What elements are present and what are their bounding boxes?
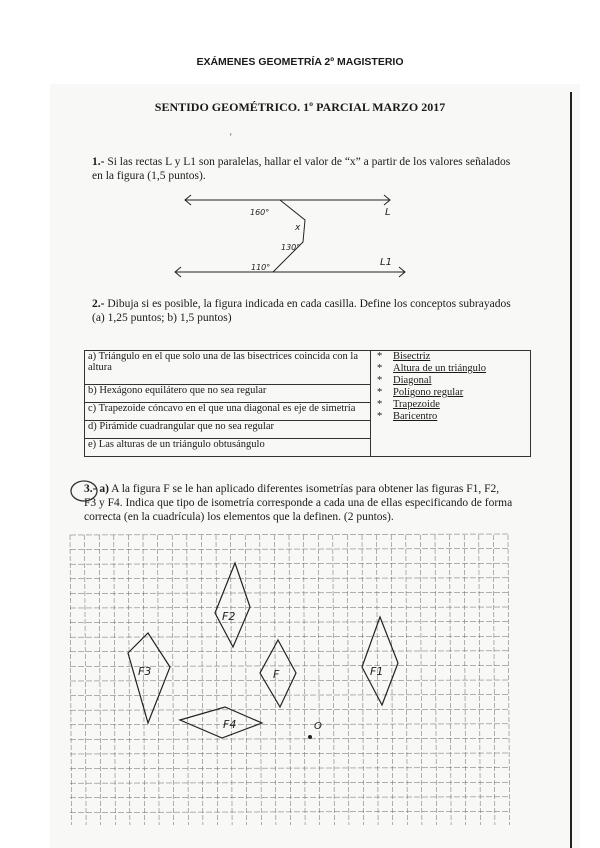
page-title: EXÁMENES GEOMETRÍA 2º MAGISTERIO <box>196 56 404 68</box>
concept-item: * Bisectriz <box>377 351 431 362</box>
stray-mark: ' <box>230 132 232 142</box>
question-2-number: 2.- <box>92 298 105 310</box>
table-row-c: c) Trapezoide cóncavo en el que una diagonal es eje de simetría <box>85 403 371 421</box>
line-l1-label: L1 <box>380 257 392 268</box>
exam-title: SENTIDO GEOMÉTRICO. 1º PARCIAL MARZO 2017 <box>154 100 446 114</box>
figure-f3-shape <box>128 633 170 723</box>
table-row-b: b) Hexágono equilátero que no sea regular <box>85 385 371 403</box>
concept-item: * Diagonal <box>377 375 432 386</box>
figures-table <box>84 350 531 457</box>
concept-item: * Polígono regular <box>377 387 464 398</box>
parallel-lines-figure <box>165 190 425 285</box>
point-o-label: O <box>314 721 322 732</box>
table-row-d: d) Pirámide cuadrangular que no sea regular <box>85 421 371 439</box>
concept-item: * Trapezoide <box>377 399 440 410</box>
scan-edge-shadow <box>570 92 572 848</box>
figure-f4-shape <box>180 707 262 738</box>
question-3 <box>84 482 514 524</box>
concept-item: * Altura de un triángulo <box>377 363 487 374</box>
point-o-dot <box>308 735 312 739</box>
table-row-e: e) Las alturas de un triángulo obtusángulo <box>85 438 371 456</box>
question-1-text: Si las rectas L y L1 son paralelas, hallar el valor de “x” a partir de los valores señalados en la figura (1,5 puntos). <box>92 156 511 182</box>
angle-130-label: 130° <box>281 243 301 252</box>
isometry-grid <box>70 535 510 825</box>
question-2 <box>92 297 512 325</box>
angle-110-label: 110° <box>251 263 271 272</box>
figure-f2-shape <box>215 563 250 647</box>
question-3-number: 3.- a) <box>84 483 109 495</box>
question-1-number: 1.- <box>92 156 105 168</box>
figure-f-label: F <box>273 668 280 681</box>
figure-f1-shape <box>362 617 398 705</box>
question-3-text: A la figura F se le han aplicado diferentes isometrías para obtener las figuras F1, F2, F3 y F4. Indica que tipo de isometría corresponde a cada una de ellas especificando de forma correcta (en la cuadrícula) los elementos que la definen. (2 puntos). <box>84 483 513 523</box>
table-row-a: a) Triángulo en el que solo una de las bisectrices coincida con la altura <box>85 351 371 385</box>
question-1 <box>92 155 512 183</box>
concepts-list <box>371 351 531 457</box>
question-2-text: Dibuja si es posible, la figura indicada en cada casilla. Define los conceptos subrayados (a) 1,25 puntos; b) 1,5 puntos) <box>92 298 511 324</box>
concept-item: * Baricentro <box>377 411 438 422</box>
figure-f1-label: F1 <box>370 665 384 678</box>
figure-f3-label: F3 <box>138 665 152 678</box>
figure-f4-label: F4 <box>223 718 237 731</box>
figure-f2-label: F2 <box>222 610 236 623</box>
angle-x-label: x <box>295 223 301 233</box>
angle-160-label: 160° <box>250 208 270 217</box>
line-l-label: L <box>385 207 391 218</box>
